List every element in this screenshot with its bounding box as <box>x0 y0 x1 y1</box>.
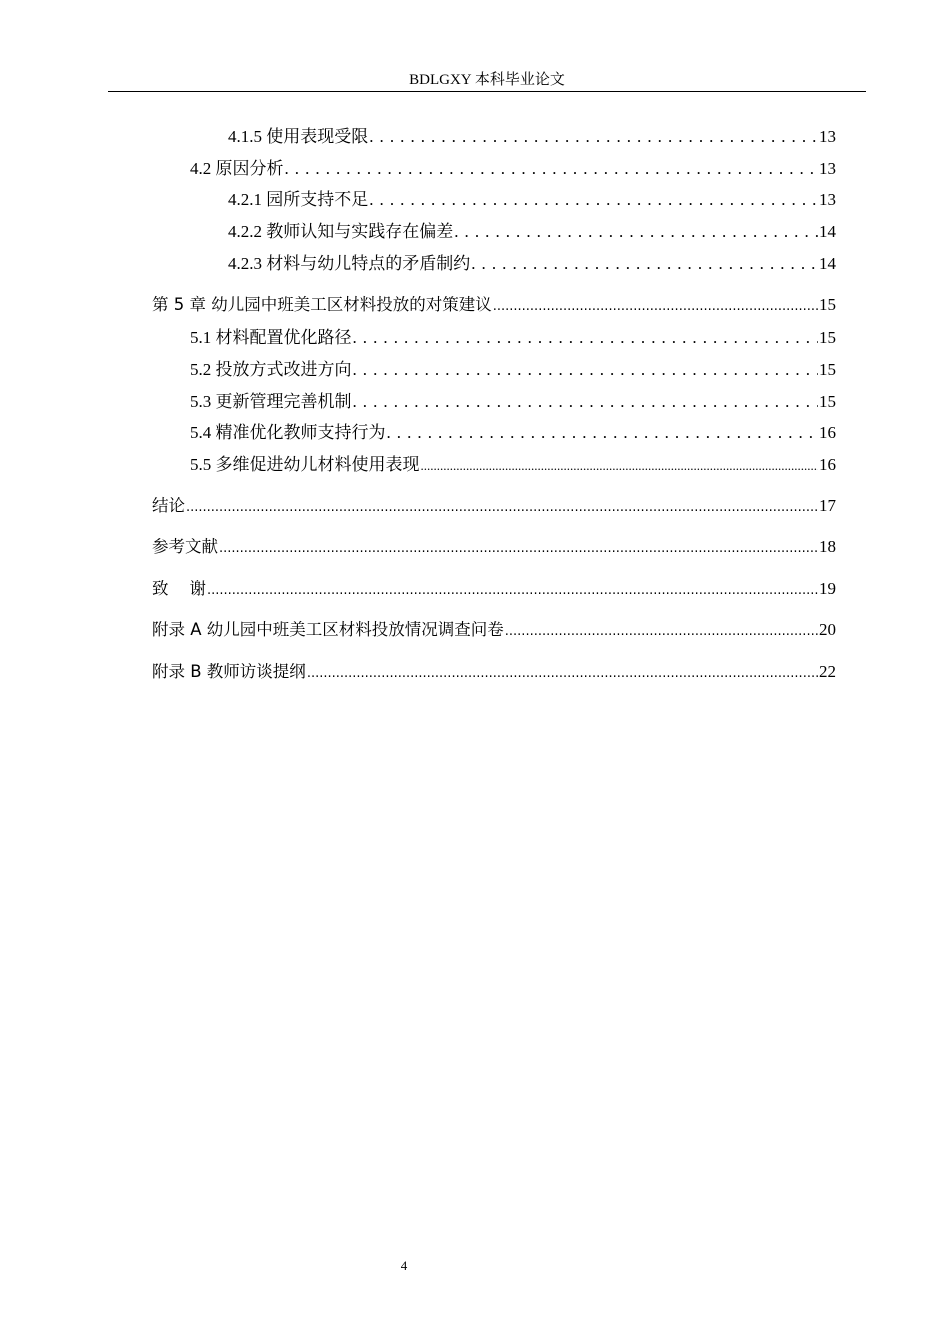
toc-leader <box>421 455 819 475</box>
toc-entry-page: 19 <box>819 579 836 598</box>
toc-leader <box>307 662 818 681</box>
toc-entry[interactable] <box>228 185 836 210</box>
toc-entry[interactable] <box>190 387 836 412</box>
toc-entry-label: 附录 B 教师访谈提纲 <box>152 662 306 681</box>
toc-entry-label: 4.2.2 教师认知与实践存在偏差 <box>228 222 454 241</box>
toc-leader <box>369 190 818 210</box>
toc-leader <box>219 537 818 556</box>
toc-leader <box>471 254 818 274</box>
toc-entry[interactable] <box>190 154 836 179</box>
toc-entry-label: 5.5 多维促进幼儿材料使用表现 <box>190 455 420 474</box>
toc-entry[interactable] <box>228 217 836 242</box>
toc-entry[interactable] <box>228 122 836 147</box>
toc-entry-page: 17 <box>819 496 836 515</box>
toc-entry-label: 4.2.1 园所支持不足 <box>228 190 369 209</box>
header-rule <box>108 91 866 92</box>
toc-leader <box>353 360 819 380</box>
toc-entry-label: 致 谢 <box>152 579 206 598</box>
toc-leader <box>353 328 819 348</box>
toc-leader <box>387 423 819 443</box>
toc-entry-label: 第 5 章 幼儿园中班美工区材料投放的对策建议 <box>152 295 492 314</box>
toc-entry[interactable] <box>190 323 836 348</box>
page-number: 4 <box>400 1258 408 1273</box>
toc-entry-page: 15 <box>819 328 836 347</box>
toc-entry-page: 14 <box>819 222 836 241</box>
toc-leader <box>493 295 818 314</box>
toc-entry[interactable] <box>190 355 836 380</box>
toc-chapter-entry[interactable] <box>152 658 836 682</box>
toc-entry-page: 22 <box>819 662 836 681</box>
toc-entry-label: 参考文献 <box>152 537 218 556</box>
toc-entry-page: 20 <box>819 620 836 639</box>
toc-chapter-entry[interactable] <box>152 492 836 516</box>
toc-entry-page: 16 <box>819 423 836 442</box>
toc-chapter-entry[interactable] <box>152 575 836 599</box>
toc-entry-page: 14 <box>819 254 836 273</box>
toc-leader <box>505 620 818 639</box>
toc-entry-label: 5.4 精准优化教师支持行为 <box>190 423 386 442</box>
toc-chapter-entry[interactable] <box>152 533 836 557</box>
toc-entry-page: 18 <box>819 537 836 556</box>
toc-entry-page: 13 <box>819 190 836 209</box>
toc-entry-label: 附录 A 幼儿园中班美工区材料投放情况调查问卷 <box>152 620 504 639</box>
toc-entry-page: 13 <box>819 159 836 178</box>
toc-entry-page: 15 <box>819 392 836 411</box>
toc-entry-page: 16 <box>819 455 836 474</box>
toc-leader <box>207 579 818 598</box>
toc-leader <box>285 159 819 179</box>
toc-entry-page: 15 <box>819 295 836 314</box>
toc-leader <box>353 392 819 412</box>
toc-entry-label: 4.1.5 使用表现受限 <box>228 127 369 146</box>
toc-chapter-entry[interactable] <box>152 291 836 315</box>
toc-entry-label: 结论 <box>152 496 185 515</box>
toc-entry-page: 15 <box>819 360 836 379</box>
toc-leader <box>186 496 818 515</box>
toc-entry-label: 4.2 原因分析 <box>190 159 284 178</box>
toc-entry-label: 5.1 材料配置优化路径 <box>190 328 352 347</box>
toc-entry[interactable] <box>228 249 836 274</box>
toc-entry-label: 5.2 投放方式改进方向 <box>190 360 352 379</box>
toc-entry-label: 5.3 更新管理完善机制 <box>190 392 352 411</box>
toc-chapter-entry[interactable] <box>152 616 836 640</box>
toc-leader <box>454 222 818 242</box>
toc-entry-label: 4.2.3 材料与幼儿特点的矛盾制约 <box>228 254 471 273</box>
toc-entry[interactable] <box>190 418 836 443</box>
toc-entry[interactable] <box>190 450 836 475</box>
toc-leader <box>369 127 818 147</box>
running-header: BDLGXY 本科毕业论文 <box>409 72 565 88</box>
toc-entry-page: 13 <box>819 127 836 146</box>
